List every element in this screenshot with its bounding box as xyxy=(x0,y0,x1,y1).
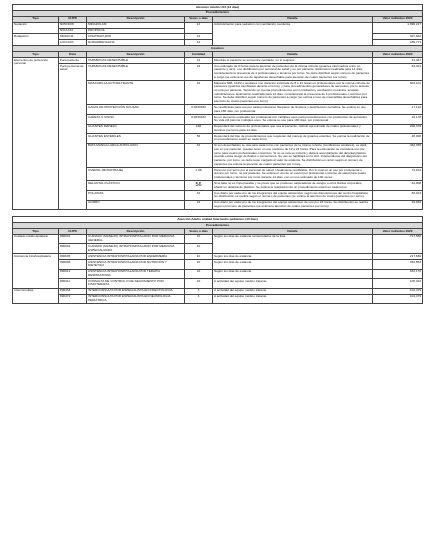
cell-detalle: Uso estimado de 6 horas para la atención de pacientes de la misma cohorte (guantes intermedios entre un paciente y otro), con distribución por personal de salud y no por paciente. Estimación realizada para 14 días, considerando la presencia de 4 profesionales o técnicos por turno. Se debe distribuir según número de pacientes a cargo (se estima al uso de tapabocas desechable para atención de cuatro pacientes por turno). xyxy=(213,63,373,80)
cell-valor: 352,853 xyxy=(373,259,423,269)
cell-veces: 3 xyxy=(185,288,213,294)
cell-desc: DELANTAL PLÁSTICO xyxy=(87,181,185,191)
cell-cups: M03AC11 xyxy=(59,34,87,40)
cell-veces: 14 xyxy=(185,22,213,34)
cell-detalle: Dependerá del número de profesionales que vea al paciente, cálculo aproximado de cuatro profesionales y técnicos por turno para 14 días. xyxy=(213,124,373,134)
cell-tipo: Asistencia intrahospitalaria xyxy=(13,254,59,289)
table-row xyxy=(13,234,423,244)
cell-tipo: Interconsultas xyxy=(13,288,59,303)
cell-desc: CUIDADO (MANEJO) INTRAHOSPITALARIO POR MEDICINA GENERAL xyxy=(87,234,185,244)
cell-desc: INTERCONSULTA POR ESPECIALISTA EN INFECTOLOGÍA xyxy=(87,288,185,294)
cell-desc: CUIDADO (MANEJO) INTRAHOSPITALARIO POR MEDICINA ESPECIALIZADA xyxy=(87,244,185,254)
cell-detalle: A actividad del equipo médico tratante. xyxy=(213,279,373,289)
cell-valor: 83,013 xyxy=(373,190,423,200)
uci-table xyxy=(12,4,423,210)
cell-valor: 21,467 xyxy=(373,58,423,64)
cell-detalle: Dependerá del tipo de procedimientos que requieran del manejo de guantes estériles. Se estima la realización de un procedimiento estéril en cada turno. xyxy=(213,134,373,144)
col-header: Valor individuo 2020 xyxy=(373,228,423,234)
cell-valor: 1,096,217 xyxy=(373,22,423,34)
cell-valor: 105,322 xyxy=(373,279,423,289)
col-header: Descripción xyxy=(87,228,185,234)
cell-cantidad: 0.9333333 xyxy=(185,105,213,115)
col-header: Descripción xyxy=(87,16,185,22)
cell-valor: 17,122 xyxy=(373,105,423,115)
cell-veces: 10 xyxy=(185,269,213,279)
cell-detalle: Es un elemento empleado por profesional con múltiples usos para procedimientos con producción de aerosoles. Su vida útil permite múltiples usos. Se estima su uso para 180 días, por profesional. xyxy=(213,114,373,124)
col-header: CUPS xyxy=(59,16,87,22)
col-header: Valor individuo 2020 xyxy=(373,16,423,22)
cell-detalle: A actividad del equipo médico tratante. xyxy=(213,288,373,294)
table-row xyxy=(13,269,423,279)
cell-cups: 890601 xyxy=(59,234,87,244)
table-row xyxy=(13,259,423,269)
cell-detalle: Uso diario por cada uno de los integrantes del equipo asistencial, de uso por 24 horas. Su distribución se realiza según el número de pacientes (se estima la atención de cuatro pacientes por turno). xyxy=(213,200,373,210)
cell-valor: 217,680 xyxy=(373,254,423,260)
cell-veces: 10 xyxy=(185,234,213,244)
cell-desc: GAFAS DE PROTECCIÓN OCULAR xyxy=(87,105,185,115)
cell-desc: GUANTES ESTÉRILES xyxy=(87,134,185,144)
cell-desc: BATA MANGA LARGA ANTIFLUIDO xyxy=(87,143,185,167)
cell-desc: GORRO xyxy=(87,200,185,210)
cell-desc: ASISTENCIA INTRAHOSPITALARIA POR NUTRICIÓN Y DIETÉTICA xyxy=(87,259,185,269)
cell-veces: 14 xyxy=(185,34,213,40)
cell-desc: ASISTENCIA INTRAHOSPITALARIA POR TERAPIA RESPIRATORIA xyxy=(87,269,185,279)
cell-cantidad: 42 xyxy=(185,63,213,80)
cell-detalle: Si la bata no es impermeable y se prevé que se producen salpicaduras de sangre u otros fluidos corporales, añadir un delantal de plástico. Se estima la realización de un procedimiento estéril en cada turno. xyxy=(213,181,373,191)
cell-cups: 890612 xyxy=(59,269,87,279)
col-header: CUPS xyxy=(59,228,87,234)
section-header: Procedimientos xyxy=(13,10,423,16)
col-header: Descripción xyxy=(87,52,185,58)
cell-para: Para paciente xyxy=(59,58,87,64)
document-page xyxy=(0,4,434,544)
cell-veces: 3 xyxy=(185,294,213,304)
col-header: Detalle xyxy=(213,16,373,22)
cell-desc: MASCARILLA AUTOFILTRANTE xyxy=(87,80,185,104)
cell-desc: POLAINAS xyxy=(87,190,185,200)
cell-desc: ASISTENCIA INTRAHOSPITALARIA POR ENFERMERÍA xyxy=(87,254,185,260)
col-header: Detalle xyxy=(213,52,373,58)
cell-valor: 717,586 xyxy=(373,234,423,253)
cell-tipo: Elementos de protección personal xyxy=(13,58,59,210)
cell-tipo: Relajación xyxy=(13,34,59,46)
section-header: Insumos xyxy=(13,46,423,52)
cell-cups: 890311 xyxy=(59,279,87,289)
col-header: Veces o días xyxy=(185,228,213,234)
cell-cups: 890606 xyxy=(59,259,87,269)
cell-veces: 10 xyxy=(185,259,213,269)
table-row xyxy=(13,294,423,304)
cell-valor: 104,479 xyxy=(373,294,423,304)
cell-cups: 890602 xyxy=(59,244,87,254)
cell-cups: 890472 xyxy=(59,294,87,304)
cell-valor: 603,101 xyxy=(373,80,423,104)
cell-detalle: Según los días de estancia. xyxy=(213,269,373,279)
cell-detalle: Según los días de estancia. xyxy=(213,259,373,269)
cell-valor: 64,008 xyxy=(373,181,423,191)
cell-cantidad: 14 xyxy=(185,58,213,64)
cell-valor: 208,376 xyxy=(373,124,423,134)
cell-valor: 28,000 xyxy=(373,134,423,144)
cell-cups: N01AX10 xyxy=(59,28,87,34)
cell-desc: PROPOFOL xyxy=(87,28,185,34)
cell-valor: 933,170 xyxy=(373,269,423,279)
cell-cantidad: 42 xyxy=(185,200,213,210)
cell-cantidad: 42 xyxy=(185,80,213,104)
cell-valor: 29,940 xyxy=(373,200,423,210)
table-title: Atención Adulto unidad Intermedio pediátrico (10 días) xyxy=(13,217,423,223)
cell-veces: 10 xyxy=(185,279,213,289)
section-header: Procedimientos xyxy=(13,223,423,229)
cell-desc: CONSULTA DE CONTROL O DE SEGUIMIENTO POR FISIOTERAPIA xyxy=(87,279,185,289)
cell-desc: TAPABOCAS DESECHABLE xyxy=(87,58,185,64)
cell-veces: 10 xyxy=(185,244,213,254)
cell-cups: N05CD08 xyxy=(59,22,87,28)
cell-cantidad: 56 xyxy=(185,181,213,191)
cell-desc: NORADRENALINA xyxy=(87,40,185,46)
cell-veces: 10 xyxy=(185,254,213,260)
col-header: Detalle xyxy=(213,228,373,234)
cell-para: Para personal de salud xyxy=(59,63,87,209)
cell-cups: C01CA03 xyxy=(59,40,87,46)
cell-detalle: Uso diario por cada uno de los integrantes del equipo asistencial, según las disposiciones del centro hospitalario. Su distribución se realiza según el número de pacientes (se estima la atención de cuatro pacientes por turno). xyxy=(213,190,373,200)
col-header: Tipo xyxy=(13,52,59,58)
cell-detalle: Máscara N95, FFP2 o similares con duración estimada de 8 a 12 horas en profesionales con la misma cohorte de pacientes (guantes cambiados durante el turno), y para procedimientos generadores de aerosoles, por lo anterior no rota por paciente. Teniendo en cuenta procedimientos como intubación, ventilación mecánica, terapias, nebulizaciones. Estimación realizada para 14 días, considerando la presencia de 4 profesionales o técnicos por turno. Se debe distribuir según número de pacientes a cargo (se estima el uso de mascarillas desechables para atención de cuatro pacientes por turno). xyxy=(213,80,373,104)
cell-valor: 64,401 xyxy=(373,63,423,80)
cell-cantidad: 42 xyxy=(185,143,213,167)
cell-valor: 189,771 xyxy=(373,40,423,46)
cell-valor: 463,355 xyxy=(373,143,423,167)
cell-desc: CARETA U VISOR xyxy=(87,114,185,124)
cell-cantidad: 42 xyxy=(185,190,213,200)
intermedio-table xyxy=(12,216,423,304)
col-header: Cantidad xyxy=(185,52,213,58)
col-header: Tipo xyxy=(13,228,59,234)
cell-cups: 890454 xyxy=(59,288,87,294)
cell-cantidad: 1.68 xyxy=(185,168,213,181)
cell-detalle: Según los días de estancia contemplados de la lista. xyxy=(213,234,373,253)
cell-detalle: Mientras el paciente se encuentre ventilado, no lo requiere. xyxy=(213,58,373,64)
table-title: Atención Adulto UCI (14 días) xyxy=(13,5,423,11)
cell-cantidad: 168 xyxy=(185,124,213,134)
cell-tipo: Cuidado intrahospitalario xyxy=(13,234,59,253)
col-header: Para xyxy=(59,52,87,58)
cell-desc: CISATRACURIO xyxy=(87,34,185,40)
cell-detalle: Si son desechables se usa para cada turno con pacientes de la misma cohorte (condiciones similares), se dará uso en por paciente, pueden tener un uso continuo de 12 a 24 horas. Para la estimación se considera uso por turno para cuatro profesionales o técnicos. Si no se rota se incluirá y deberá acompañarse del delantal plástico cuando exista riesgo de fluidos o secreciones. Su uso se habilitará en la UCI, independiente del diagnóstico del paciente, por turno, se debe tener cargado al valor de estancia. Se distribuirán en razón según el número de pacientes (se estima la atención de cuatro pacientes por turno). xyxy=(213,143,373,167)
cell-detalle: Se reutilizarán para uso por cada profesional. Requiere de limpieza y desinfección periódica. Se estima su uso para 180 días, por profesional. xyxy=(213,105,373,115)
cell-desc: TAPABOCAS DESECHABLE xyxy=(87,63,185,80)
cell-valor: 16,178 xyxy=(373,114,423,124)
cell-tipo: Sedación xyxy=(13,22,59,34)
col-header: Veces o días xyxy=(185,16,213,22)
table-row xyxy=(13,279,423,289)
cell-veces: 14 xyxy=(185,40,213,46)
cell-detalle: Administración para sedación con ventilación mecánica. xyxy=(213,22,373,46)
cell-cantidad: 56 xyxy=(185,134,213,144)
col-header: Valor individuo 2020 xyxy=(373,52,423,58)
cell-valor: 104,479 xyxy=(373,288,423,294)
cell-cups: 890605 xyxy=(59,254,87,260)
cell-valor: 307,662 xyxy=(373,34,423,40)
cell-desc: INTERCONSULTA POR ESPECIALISTA EN NEUMOLOGÍA PEDIÁTRICA xyxy=(87,294,185,304)
cell-desc: OVEROL (MONOTRAJE) xyxy=(87,168,185,181)
col-header: Tipo xyxy=(13,16,59,22)
table-row xyxy=(13,63,423,80)
cell-detalle: Según los días de estancia. xyxy=(213,254,373,260)
cell-cantidad: 0.9333333 xyxy=(185,114,213,124)
cell-desc: MIDAZOLAM xyxy=(87,22,185,28)
cell-detalle: Para uso por turno por el personal de salud. Usualmente reutilizable. Por lo cual es un uso por profesional o técnico por turno, no por paciente. Se estima el uso de un overol por profesional o técnico de salud para cuatro profesionales y técnicos por turno durante 14 días, con un uso estimado de 100 veces. xyxy=(213,168,373,181)
cell-desc: GUANTES MANEJO xyxy=(87,124,185,134)
cell-valor: 74,014 xyxy=(373,168,423,181)
cell-detalle: A actividad del equipo médico tratante. xyxy=(213,294,373,304)
